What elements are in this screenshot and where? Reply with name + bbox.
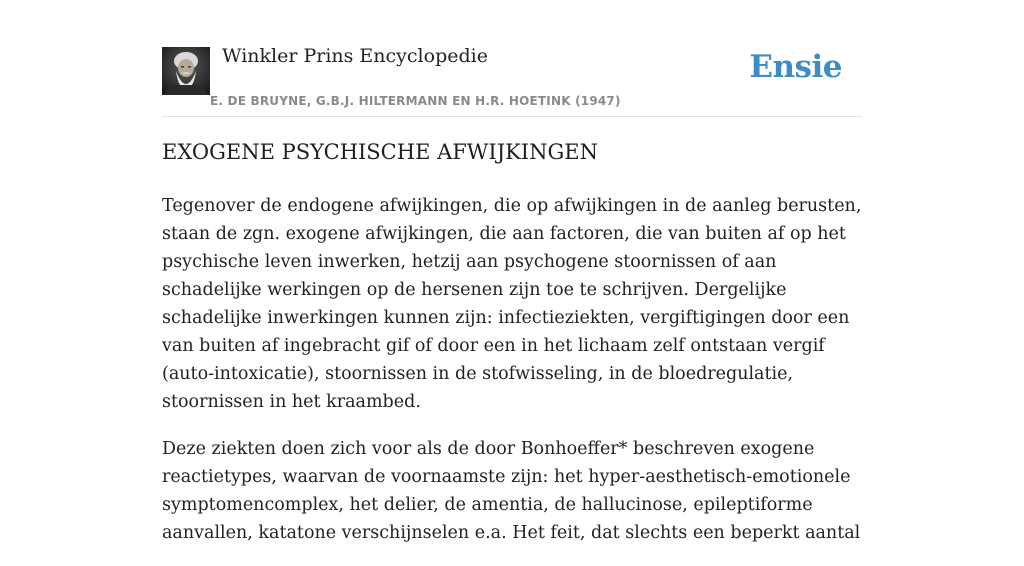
source-authors: E. DE BRUYNE, G.B.J. HILTERMANN EN H.R. HOETINK (1947) xyxy=(210,94,621,108)
ensie-logo[interactable]: Ensie xyxy=(749,49,842,85)
article-paragraph-2: Deze ziekten doen zich voor als de door Bonhoeffer* beschreven exogene reactietypes, waarvan de voornaamste zijn: het hyper-aesthetisch-emotionele symptomencomplex, het delier, de amentia, de hallucinose, epileptiforme aanvallen, katatone verschijnselen e.a. Het feit, dat slechts een beperkt aantal xyxy=(162,439,861,543)
article-title: EXOGENE PSYCHISCHE AFWIJKINGEN xyxy=(162,140,598,164)
source-header xyxy=(162,0,862,117)
article-paragraph-1: Tegenover de endogene afwijkingen, die op afwijkingen in de aanleg berusten, staan de zgn. exogene afwijkingen, die aan factoren, die van buiten af op het psychische leven inwerken, hetzij aan psychogene stoornissen of aan schadelijke werkingen op de hersenen zijn toe te schrijven. Dergelijke schadelijke inwerkingen kunnen zijn: infectieziekten, vergiftigingen door een van buiten af ingebracht gif of door een in het lichaam zelf ontstaan vergif (auto-intoxicatie), stoornissen in de stofwisseling, in de bloedregulatie, stoornissen in het kraambed. xyxy=(162,196,862,412)
article-body xyxy=(162,192,862,566)
source-title[interactable]: Winkler Prins Encyclopedie xyxy=(222,45,488,67)
content-column xyxy=(162,0,862,543)
portrait-icon xyxy=(162,47,210,95)
author-avatar[interactable] xyxy=(162,47,210,95)
